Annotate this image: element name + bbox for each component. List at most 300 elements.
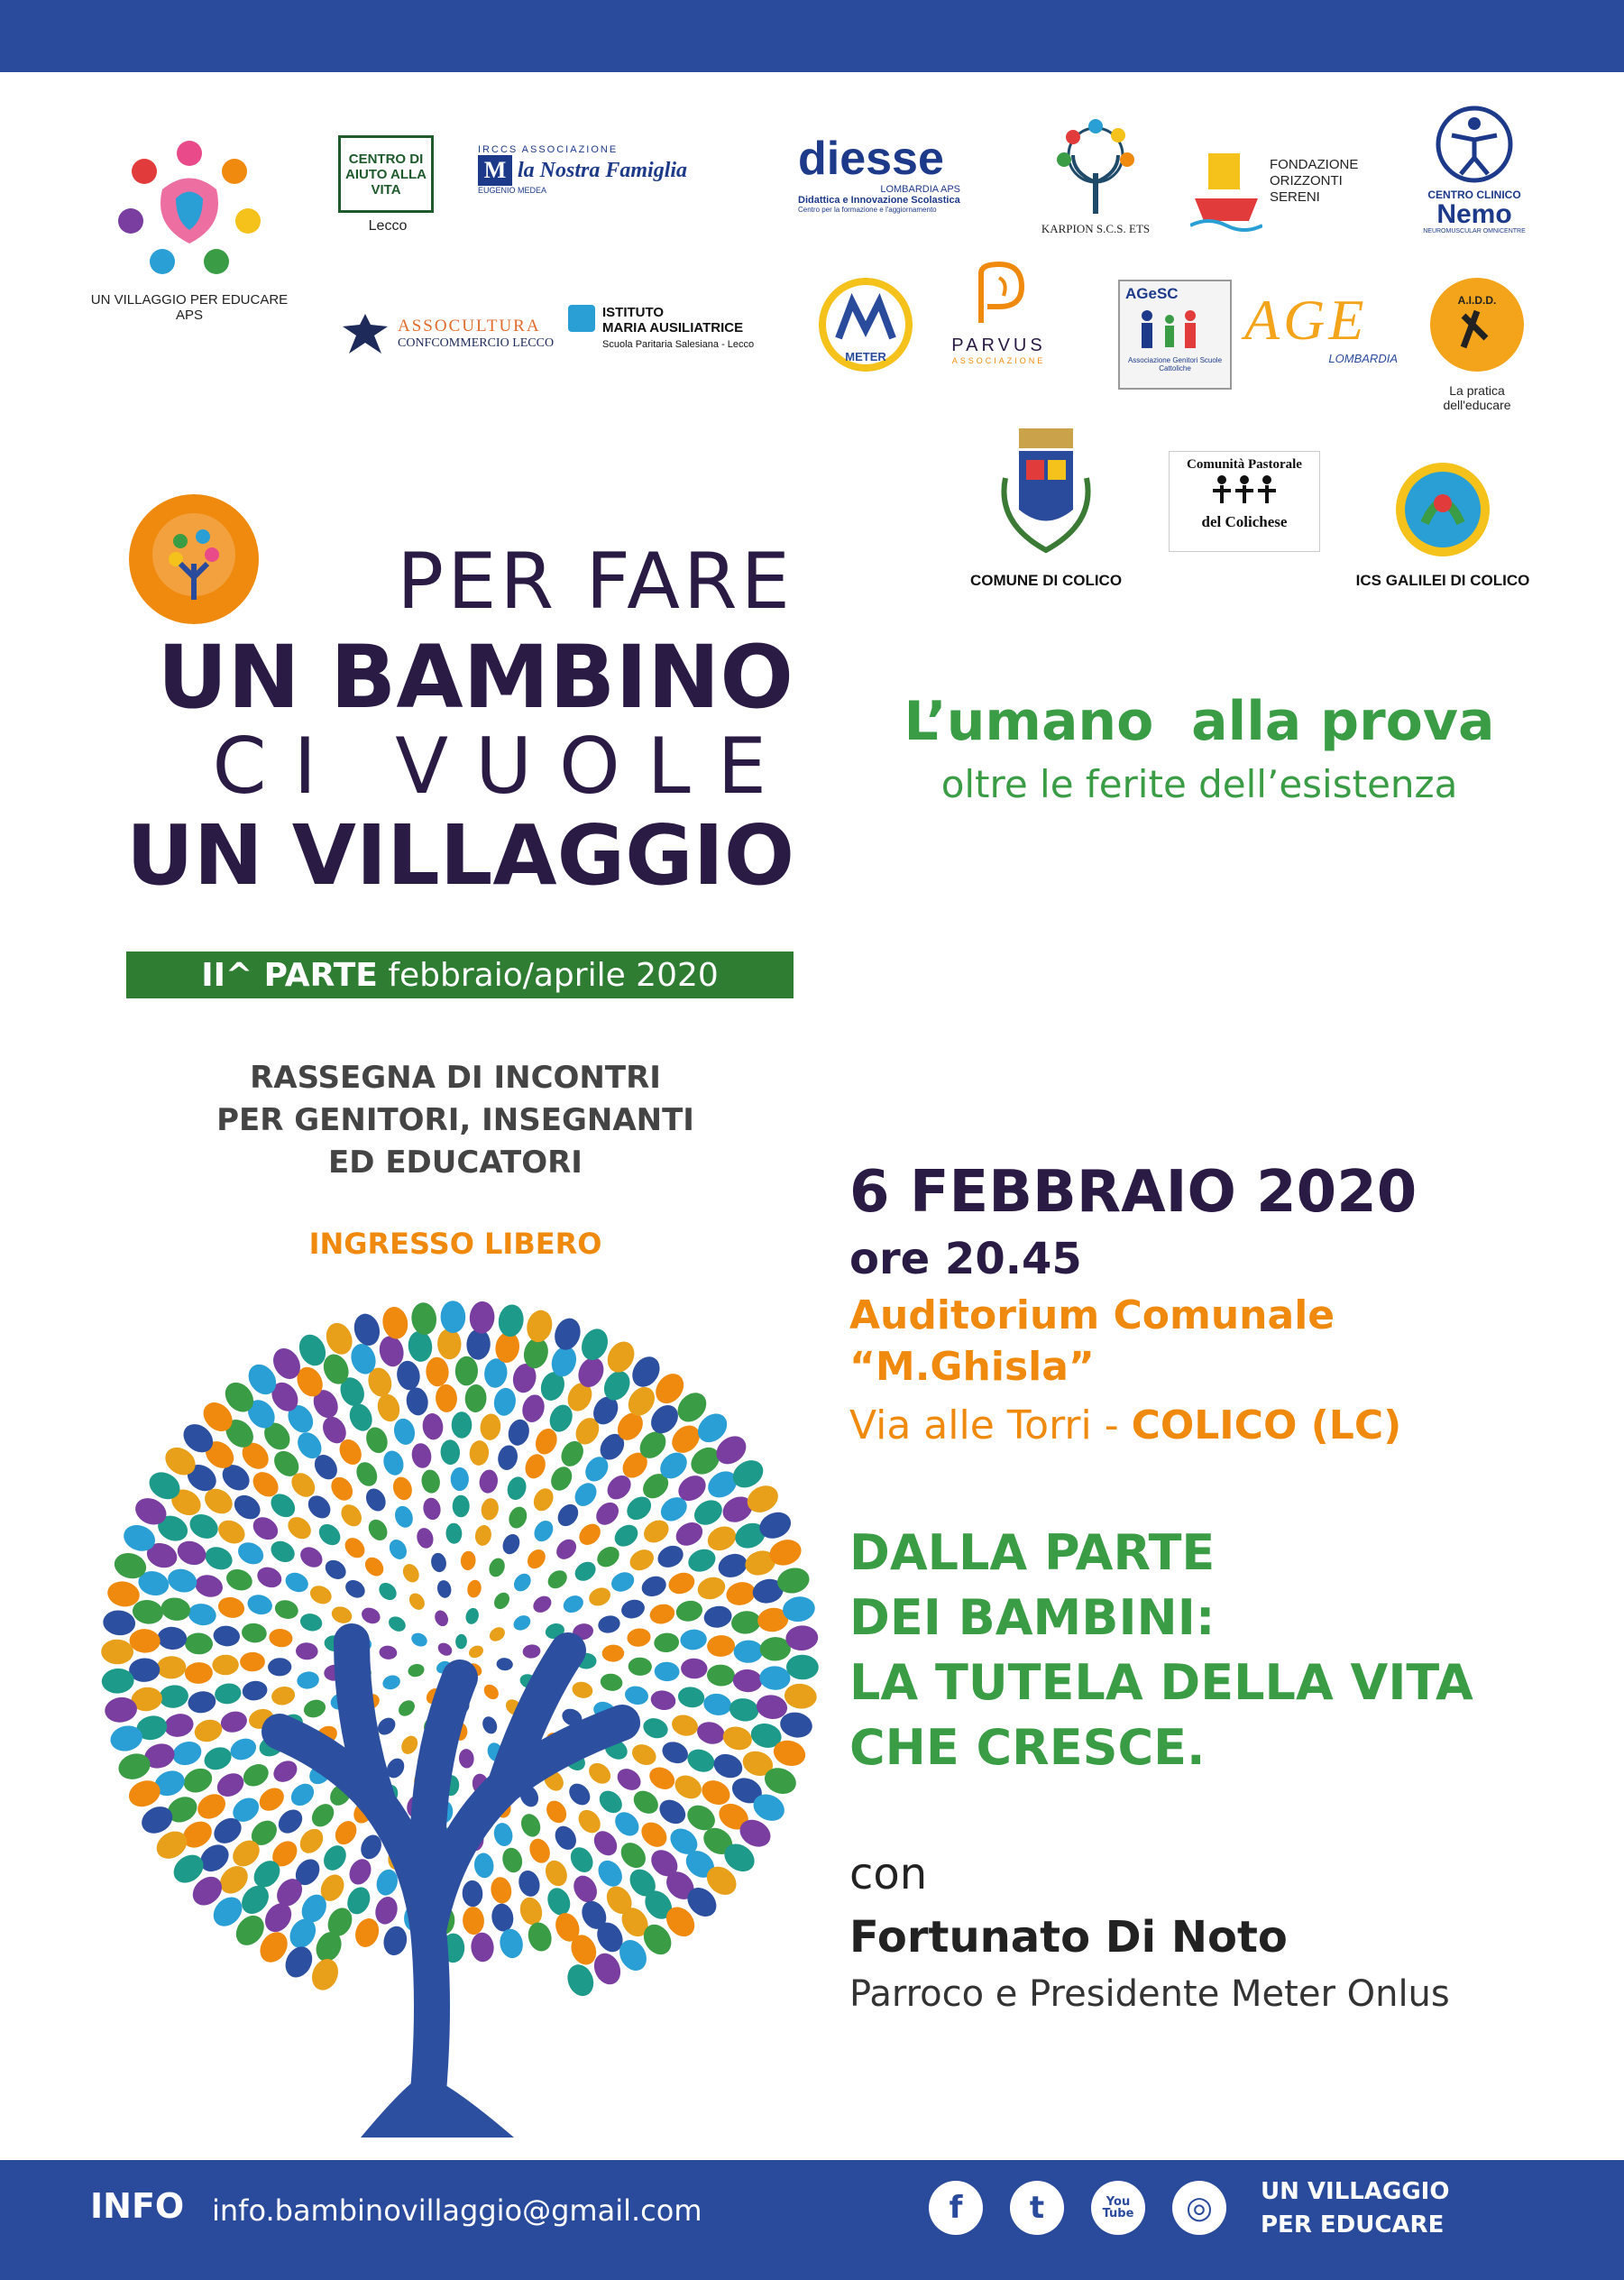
ship-icon (1190, 144, 1262, 234)
pastorale-line2: del Colichese (1201, 513, 1288, 530)
hand-mark (542, 1857, 572, 1889)
hand-mark (571, 1479, 601, 1511)
hand-mark (436, 1641, 454, 1659)
hand-mark (685, 1545, 720, 1576)
hand-mark (610, 1521, 642, 1551)
villaggio-logo-caption: UN VILLAGGIO PER EDUCARE APS (90, 292, 289, 323)
hand-mark (396, 1697, 418, 1720)
nemo-line1: CENTRO CLINICO (1427, 188, 1521, 201)
hand-mark (245, 1592, 274, 1617)
diesse-name: diesse (798, 133, 944, 185)
hand-mark (455, 1633, 468, 1649)
title-line3: CI VUOLE (212, 722, 794, 812)
istituto-line2: MARIA AUSILIATRICE (602, 320, 744, 336)
hand-mark (637, 1817, 672, 1852)
hand-mark (156, 1656, 186, 1679)
hand-mark (480, 1496, 500, 1522)
hand-mark (437, 1328, 463, 1360)
famiglia-sub: EUGENIO MEDEA (478, 186, 547, 195)
hand-mark (193, 1572, 225, 1600)
hand-mark (405, 1386, 430, 1417)
hand-mark (469, 1301, 496, 1335)
hand-mark (399, 1733, 421, 1757)
hand-mark (421, 1412, 445, 1441)
hand-mark (524, 1546, 549, 1572)
instagram-icon[interactable]: ◎ (1172, 2181, 1226, 2235)
hand-mark (702, 1691, 733, 1717)
hand-mark (706, 1634, 735, 1657)
galilei-caption: ICS GALILEI DI COLICO (1355, 572, 1530, 589)
hand-mark (596, 1613, 621, 1635)
orizzonti-line3: SERENI (1270, 189, 1320, 205)
hand-mark (470, 1932, 494, 1963)
hand-mark (525, 1919, 555, 1954)
hand-mark (406, 1590, 427, 1613)
hand-mark (187, 1602, 218, 1628)
age-logo (1244, 289, 1398, 379)
speaker-name: Fortunato Di Noto (849, 1912, 1288, 1963)
hand-mark (445, 1522, 463, 1544)
hand-mark (284, 1512, 316, 1543)
hand-mark (440, 1439, 461, 1466)
parvus-icon (968, 260, 1031, 332)
hand-mark (436, 1579, 453, 1600)
cav-logo-mark: CENTRO DI AIUTO ALLA VITA (338, 135, 434, 213)
colico-logo (947, 424, 1145, 604)
hand-mark (720, 1724, 755, 1753)
diesse-sub1: LOMBARDIA APS (880, 184, 960, 195)
hand-mark (506, 1417, 532, 1448)
hand-mark (162, 1711, 196, 1740)
hand-mark (695, 1574, 728, 1602)
hand-mark (569, 1871, 601, 1907)
hand-mark (202, 1543, 236, 1574)
hand-mark (227, 1734, 260, 1763)
event-venue1: Auditorium Comunale (849, 1292, 1335, 1338)
hand-mark (455, 1356, 479, 1386)
meter-logo (816, 275, 915, 374)
hand-mark (296, 1642, 319, 1660)
hand-mark (337, 1501, 366, 1531)
hand-mark (473, 1852, 495, 1879)
galilei-logo (1335, 460, 1551, 595)
hand-mark (407, 1662, 426, 1678)
hand-mark (626, 1627, 651, 1648)
hand-mark (307, 1954, 343, 1994)
assocultura-logo (338, 302, 555, 365)
hand-mark (646, 1763, 679, 1794)
hand-mark (463, 1606, 480, 1625)
hand-mark (491, 1821, 515, 1848)
hand-mark (409, 1631, 429, 1650)
youtube-icon[interactable]: You Tube (1091, 2181, 1145, 2235)
eagle-icon (338, 307, 392, 361)
hand-mark (659, 1738, 692, 1767)
title-line2: UN BAMBINO (157, 627, 794, 728)
orizzonti-line1: FONDAZIONE (1270, 157, 1359, 172)
istituto-icon (568, 305, 595, 332)
hand-mark (601, 1644, 624, 1662)
villaggio-logo (90, 126, 289, 323)
hand-mark (462, 1906, 484, 1935)
hand-mark (543, 1797, 571, 1826)
hand-mark (241, 1679, 269, 1702)
hand-mark (420, 1468, 442, 1494)
title-tree-badge (126, 492, 261, 627)
hand-mark (433, 1608, 451, 1628)
hand-mark (425, 1356, 449, 1387)
age-sub: LOMBARDIA (1328, 352, 1398, 365)
hand-mark (518, 1811, 544, 1840)
event-venue2: “M.Ghisla” (849, 1344, 1095, 1390)
hand-mark (504, 1475, 528, 1503)
ingresso-libero: INGRESSO LIBERO (308, 1227, 602, 1261)
hand-mark (593, 1542, 623, 1571)
hand-mark (647, 1602, 676, 1626)
hand-mark (655, 1795, 690, 1828)
title-line1: PER FARE (397, 537, 794, 627)
hand-mark (296, 1670, 320, 1690)
hand-mark (524, 1308, 555, 1345)
assocultura-line1: ASSOCULTURA (398, 317, 541, 336)
diesse-sub2: Didattica e Innovazione Scolastica (798, 195, 960, 206)
hand-mark (554, 1500, 583, 1530)
agesc-name: AGeSC (1125, 285, 1179, 302)
topic-line1: DALLA PARTE (849, 1524, 1216, 1581)
hand-mark (553, 1535, 581, 1563)
hand-mark (272, 1597, 300, 1622)
hand-mark (498, 1927, 525, 1960)
hand-mark (516, 1868, 543, 1899)
facebook-icon[interactable]: f (929, 2181, 983, 2235)
hand-mark (381, 1448, 407, 1477)
hand-mark (599, 1672, 623, 1693)
hand-mark (653, 1632, 680, 1653)
hand-mark (715, 1550, 750, 1581)
hand-mark (274, 1805, 307, 1838)
aidd-label: A.I.D.D. (1457, 294, 1497, 307)
hand-mark (218, 1708, 249, 1734)
hand-mark (469, 1439, 491, 1466)
colico-crest-icon (983, 424, 1109, 568)
hand-mark (674, 1598, 704, 1623)
hand-mark (374, 1392, 402, 1424)
hand-mark (453, 1495, 470, 1518)
hand-mark (530, 1517, 556, 1545)
hand-mark (234, 1539, 267, 1568)
footer-info-label: INFO (90, 2186, 185, 2226)
hand-mark (386, 1613, 408, 1634)
hand-mark (421, 1496, 442, 1522)
meter-label: METER (845, 350, 886, 363)
hand-mark (480, 1715, 500, 1736)
nemo-figure-icon (1434, 104, 1515, 185)
hand-mark (282, 1569, 311, 1595)
hand-mark (376, 1579, 400, 1604)
hand-mark (240, 1652, 265, 1672)
rassegna-line1: RASSEGNA DI INCONTRI (250, 1060, 661, 1096)
hand-mark (158, 1684, 189, 1710)
top-bar (0, 0, 1624, 72)
hand-mark (187, 1689, 217, 1715)
hand-mark (255, 1783, 289, 1816)
nemo-line2: Nemo (1436, 199, 1512, 229)
istituto-logo (568, 305, 794, 368)
hand-mark (451, 1467, 469, 1491)
parvus-name: PARVUS (951, 336, 1046, 355)
topic-line4: CHE CRESCE. (849, 1719, 1206, 1776)
famiglia-top: IRCCS ASSOCIAZIONE (478, 144, 619, 155)
famiglia-name: la Nostra Famiglia (518, 158, 688, 182)
hand-mark (487, 1624, 508, 1644)
hand-mark (101, 1639, 133, 1664)
istituto-line1: ISTITUTO (602, 305, 665, 320)
hand-mark (592, 1498, 623, 1530)
aidd-logo (1423, 275, 1531, 419)
karpion-logo (1037, 119, 1154, 245)
hand-mark (466, 1578, 483, 1599)
meter-icon (816, 275, 915, 374)
hand-mark (415, 1526, 436, 1550)
hand-mark (297, 1543, 326, 1572)
hand-mark (379, 1645, 398, 1660)
age-name: AGE (1244, 288, 1368, 352)
topic-line2: DEI BAMBINI: (849, 1589, 1216, 1646)
hand-mark (530, 1485, 557, 1514)
social-icons (929, 2181, 1226, 2244)
hand-mark (511, 1613, 534, 1633)
hand-mark (322, 1319, 357, 1358)
hand-mark (496, 1657, 514, 1671)
hand-mark (638, 1573, 669, 1600)
hand-mark (571, 1679, 595, 1700)
hand-mark (490, 1902, 515, 1933)
hand-mark (522, 1643, 541, 1659)
hand-mark (319, 1842, 351, 1875)
hand-mark (268, 1658, 292, 1677)
hand-mark (733, 1640, 763, 1663)
hand-mark (628, 1741, 659, 1770)
hand-mark (315, 1520, 344, 1549)
event-address: Via alle Torri - (849, 1402, 1132, 1448)
hand-mark (510, 1570, 534, 1595)
hand-mark (626, 1546, 657, 1575)
hand-mark (399, 1561, 422, 1586)
hand-mark (478, 1468, 500, 1494)
hand-mark (409, 1441, 433, 1469)
hand-mark (551, 1315, 584, 1354)
hand-mark (351, 1310, 383, 1348)
hand-mark (301, 1697, 327, 1721)
footer-brand-line2: PER EDUCARE (1261, 2211, 1445, 2239)
hand-mark (184, 1632, 213, 1655)
hand-mark (440, 1301, 465, 1333)
hand-mark (342, 1577, 368, 1602)
hand-mark (649, 1688, 677, 1712)
hand-mark (623, 1684, 650, 1706)
colico-caption: COMUNE DI COLICO (969, 572, 1123, 589)
part-bold: II^ PARTE (201, 956, 378, 994)
pastorale-line1: Comunità Pastorale (1187, 457, 1302, 472)
hand-mark (216, 1595, 247, 1621)
hand-mark (322, 1556, 350, 1583)
hand-mark (462, 1880, 483, 1908)
hand-mark (331, 1817, 361, 1849)
hand-mark (460, 1550, 476, 1571)
hand-mark (544, 1885, 574, 1919)
hand-mark (517, 1895, 545, 1927)
hand-mark (467, 1643, 486, 1660)
hand-mark (212, 1654, 239, 1675)
hand-mark (679, 1628, 707, 1650)
hand-mark (500, 1845, 525, 1874)
hand-mark (730, 1609, 762, 1635)
hand-mark (706, 1664, 735, 1687)
hand-mark (410, 1301, 438, 1336)
title-line4: UN VILLAGGIO (126, 807, 795, 904)
event-city: COLICO (LC) (1131, 1402, 1402, 1448)
rassegna-line3: ED EDUCATORI (328, 1145, 583, 1181)
hand-mark (665, 1569, 697, 1597)
istituto-line3: Scuola Paritaria Salesiana - Lecco (602, 339, 755, 350)
hand-mark (329, 1604, 354, 1626)
hand-mark (362, 1554, 388, 1580)
hand-mark (212, 1624, 241, 1648)
hand-mark (268, 1627, 293, 1648)
hand-mark (201, 1743, 235, 1774)
hand-mark (214, 1682, 243, 1705)
footer-brand-line1: UN VILLAGGIO (1261, 2178, 1450, 2205)
hand-mark (365, 1516, 391, 1544)
hand-mark (506, 1504, 530, 1531)
hand-mark (380, 1305, 410, 1341)
hand-mark (298, 1612, 324, 1633)
hand-mark (179, 1764, 216, 1797)
speaker-role: Parroco e Presidente Meter Onlus (849, 1973, 1450, 2015)
hand-mark (157, 1626, 188, 1650)
hand-mark (565, 1779, 595, 1809)
rassegna-line2: PER GENITORI, INSEGNANTI (216, 1102, 694, 1138)
famiglia-mark: M (478, 155, 512, 186)
hand-mark (392, 1503, 417, 1531)
hand-mark (466, 1328, 491, 1361)
people-icon (1204, 473, 1285, 509)
hand-mark (671, 1770, 706, 1803)
hand-mark (577, 1325, 612, 1365)
hand-mark (619, 1597, 647, 1622)
tree-badge-icon (126, 492, 261, 627)
event-address-line (849, 1402, 1401, 1448)
subtitle-main: L’umano alla prova (904, 690, 1495, 753)
hand-mark (586, 1585, 613, 1609)
part-rest: febbraio/aprile 2020 (377, 956, 719, 994)
hand-mark (547, 1463, 576, 1494)
hand-mark (174, 1537, 210, 1569)
footer-email[interactable]: info.bambinovillaggio@gmail.com (212, 2193, 702, 2228)
galilei-seal-icon (1393, 460, 1492, 559)
hand-mark (270, 1685, 297, 1707)
hand-mark (129, 1628, 161, 1653)
hand-mark (613, 1764, 645, 1794)
event-date: 6 FEBBRAIO 2020 (849, 1159, 1418, 1226)
cav-logo (338, 135, 437, 234)
hand-mark (390, 1475, 416, 1503)
cav-city: Lecco (368, 218, 408, 234)
subtitle-sub: oltre le ferite dell’esistenza (940, 762, 1458, 806)
hand-mark (307, 1582, 335, 1607)
agesc-sub: Associazione Genitori Scuole Cattoliche (1127, 356, 1223, 372)
hands-tree-icon (81, 1299, 839, 2138)
hand-mark (362, 1485, 390, 1515)
villaggio-logo-icon (90, 126, 289, 280)
hand-mark (165, 1566, 199, 1595)
hand-mark (496, 1302, 526, 1338)
hand-mark (786, 1654, 819, 1679)
hand-mark (724, 1579, 757, 1608)
hand-mark (545, 1567, 571, 1592)
hand-mark (224, 1566, 255, 1594)
hand-mark (458, 1749, 474, 1770)
hand-mark (564, 1961, 599, 2000)
hand-mark (481, 1681, 501, 1702)
hand-mark (669, 1712, 700, 1739)
aidd-sub: La pratica dell'educare (1443, 383, 1511, 412)
nemo-logo (1407, 104, 1542, 248)
hand-mark (407, 1329, 434, 1363)
orizzonti-line2: ORIZZONTI (1270, 173, 1343, 188)
nemo-line3: NEUROMUSCULAR OMNICENTRE (1423, 228, 1526, 234)
pastorale-logo (1169, 451, 1320, 552)
parvus-sub: ASSOCIAZIONE (951, 356, 1046, 365)
orizzonti-logo (1190, 144, 1371, 244)
hand-mark (629, 1786, 663, 1818)
nostra-famiglia-logo (478, 144, 766, 198)
hand-mark (519, 1393, 547, 1425)
hand-mark (526, 1835, 554, 1866)
hand-mark (703, 1522, 739, 1555)
hand-mark (295, 1825, 327, 1858)
hand-mark (479, 1412, 502, 1441)
hand-mark (267, 1537, 298, 1567)
hand-mark (491, 1589, 513, 1612)
hand-mark (381, 1673, 402, 1692)
twitter-icon[interactable]: t (1010, 2181, 1064, 2235)
hand-mark (684, 1745, 718, 1776)
hand-mark (489, 1875, 513, 1905)
hand-mark (452, 1411, 473, 1438)
karpion-tree-icon (1046, 119, 1145, 218)
hand-mark (694, 1719, 727, 1747)
hand-mark (496, 1443, 520, 1472)
hand-mark (372, 1894, 400, 1926)
hand-mark (681, 1658, 708, 1679)
hand-mark (640, 1715, 670, 1742)
hand-mark (170, 1738, 205, 1769)
hand-mark (575, 1520, 605, 1549)
hand-mark (429, 1551, 448, 1573)
hand-mark (192, 1716, 225, 1744)
hand-mark (341, 1534, 369, 1562)
hand-mark (585, 1759, 615, 1788)
hand-mark (184, 1661, 213, 1684)
hands-tree-illustration (81, 1299, 839, 2138)
hand-mark (102, 1609, 136, 1637)
assocultura-line2: CONFCOMMERCIO LECCO (398, 336, 555, 350)
hand-mark (486, 1556, 507, 1579)
hand-mark (616, 1838, 650, 1873)
hand-mark (732, 1669, 763, 1693)
agesc-people-icon (1120, 307, 1219, 352)
